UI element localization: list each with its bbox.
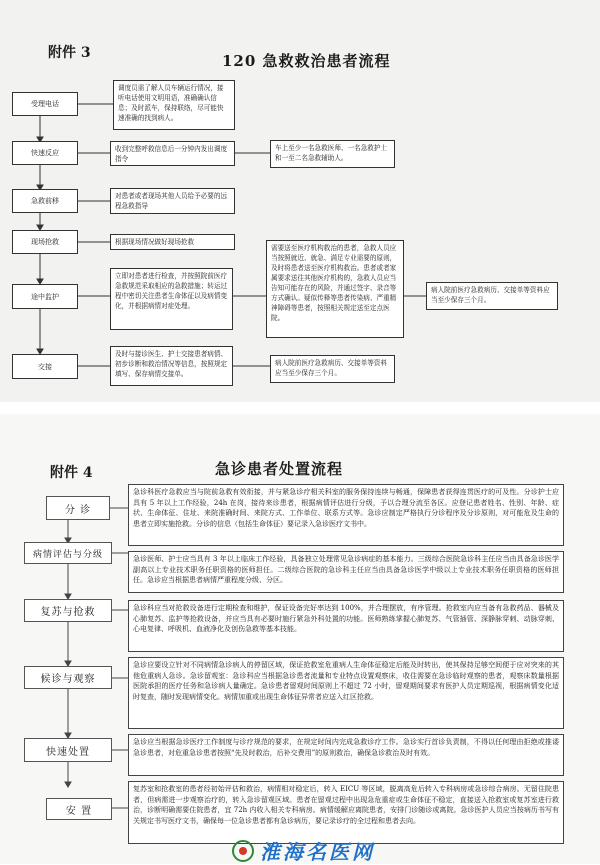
note-record-retention: 病人院前医疗急救病历、交接单等资料应当至少保存三个月。 xyxy=(426,282,558,310)
step-placement: 安 置 xyxy=(46,798,112,820)
flowchart-sheet-emergency xyxy=(0,414,600,864)
step-resuscitation-detail: 急诊科应当对抢救设备进行定期检查和维护，保证设备完好率达到 100%，并合理摆放，有序管理。抢救室内应当备有急救药品、器械及心肺复苏、监护等抢救设备，并应当具有必要时施行紧急外科处置的功能。医师熟练掌握心肺复苏、气管插管、深静脉穿刺、动脉穿刺、心电复律、呼吸机、血液净化及创伤急救等基本技能。 xyxy=(128,600,564,652)
step-accept-call: 受理电话 xyxy=(12,92,78,116)
note-handover-record-retention: 病人院前医疗急救病历、交接单等资料应当至少保存三个月。 xyxy=(270,355,395,383)
step-assessment-grading-detail: 急诊医师、护士应当具有 3 年以上临床工作经验，具备独立处理常见急诊病症的基本能力。三级综合医院急诊科主任应当由具备急诊医学副高以上专业技术职务任职资格的医师担任。二级综合医院的急诊科主任应当由具备急诊医学中级以上专业技术职务任职资格的医师担任。急诊应当根据患者病情严重程度分级、分区。 xyxy=(128,551,564,593)
step-assessment-grading: 病情评估与分级 xyxy=(24,542,112,564)
note-ambulance-crew: 车上至少一名急救医师、一名急救护士和一至二名急救辅助人。 xyxy=(270,140,395,168)
emergency-flow-title: 急诊患者处置流程 xyxy=(215,460,344,478)
flowchart-sheet-120 xyxy=(0,0,600,402)
step-rapid-disposal: 快速处置 xyxy=(24,738,112,762)
step-rapid-disposal-detail: 急诊应当根据急诊医疗工作制度与诊疗规范的要求，在规定时间内完成急救诊疗工作。急诊实行首诊负责制，不得以任何理由拒绝或推诿急诊患者，对危重急诊患者按照“先及时救治，后补交费用”的原则救治，确保急诊救治及时有效。 xyxy=(128,734,564,776)
step-waiting-observation: 候诊与观察 xyxy=(24,666,112,689)
step-placement-detail: 复苏室和抢救室的患者经初始评估和救治，病情相对稳定后，转入 EICU 等区域，脱离高危后转入专科病房或急诊综合病房。无留住院患者，但病需进一步观察治疗的，转入急诊留观区域。患者在留观过程中出现急危重症或生命体征不稳定，直接送入抢救室或复苏室进行救治，诊断明确需要住院患者，宜 72h 内收入相关专科病房。病情缓解应离院患者，安排门诊随诊或离院。急诊医护人员应当按病历书写有关规定书写医疗文书，确保每一位急诊患者都有急诊病历，要记录诊疗的全过程和患者去向。 xyxy=(128,781,564,844)
watermark-text: 淮海名医网 xyxy=(260,840,375,864)
step-onsite-rescue-detail: 根据现场情况做好现场抢救 xyxy=(110,234,235,250)
note-hospital-transfer: 需要送至医疗机构救治的患者，急救人员应当按照就近、就急、满足专业需要的原则，及时将患者送至医疗机构救治。患者或者家属要求送往其他医疗机构的，急救人员应当告知可能存在的风险，并通过签字、录音等方式确认。疑似传释等患者传染病、严重精神障碍等患者，按照相关规定送至定点医院。 xyxy=(266,240,404,338)
step-onsite-rescue: 现场抢救 xyxy=(12,230,78,254)
step-en-route-monitoring-detail: 立即对患者进行检查，并按照院前医疗急救规范采取相应的急救措施；转运过程中密切关注患者生命体征以及病情变化，并根据病情对症处理。 xyxy=(110,268,233,330)
step-handover-detail: 及时与接诊医生、护士交接患者病情、初步诊断和救治情况等信息，按照规定填写、保存病情交接单。 xyxy=(110,346,233,386)
step-early-aid-detail: 对患者或者现场其他人员给予必要的远程急救指导 xyxy=(110,188,235,214)
annex-4-label: 附件 4 xyxy=(50,465,93,481)
step-triage-detail: 急诊科医疗急救应当与院前急救有效衔接，并与紧急诊疗相关科室的服务保持连续与畅通，保障患者获得连贯医疗的可及性。分诊护士应具有 5 年以上工作经验，24h 在岗，接待来诊患者，根据病情评估进行分级，予以合理分流至各区。应登记患者姓名、性别、年龄、症状、生命体征、住址、来院准确时间、来院方式、工作单位、联系方式等。急诊应制定严格执行分诊程序及分诊原则，对可能危及生命的患者立即实施抢救。分诊的信息（包括生命体征）要记录入急诊医疗文书中。 xyxy=(128,484,564,546)
step-handover: 交接 xyxy=(12,354,78,379)
watermark-logo-icon xyxy=(232,840,254,862)
step-quick-response-detail: 收到完整呼救信息后一分钟内发出调度指令 xyxy=(110,141,235,166)
flowchart-120-title: 120 急救救治患者流程 xyxy=(222,52,391,70)
step-accept-call-detail: 调度员需了解人员车辆运行情况，接听电话使用文明用语，准确确认信息；及时派车，保持联络，尽可能快速准确的找到病人。 xyxy=(113,80,235,130)
step-resuscitation: 复苏与抢救 xyxy=(24,599,112,622)
step-waiting-observation-detail: 急诊应要设立针对不同病情急诊病人的停留区域，保证抢救室危重病人生命体征稳定后能及时转出，使其保持足够空间便于应对突来的其他危重病人急诊。急诊留观室：急诊科应当根据急诊患者流量和专业特点设置观察床，收住需要在急诊临时观察的患者，观察床数量根据医院承担的医疗任务和急诊病人量确定。急诊患者留观时间原则上不超过 72 小时，留观期间要求有医护人员定期巡视，根据病情变化适时复查，随时发现病情变化。病情加重或出现生命体征异常者应送入红区抢救。 xyxy=(128,657,564,729)
annex-3-label: 附件 3 xyxy=(48,45,91,61)
step-en-route-monitoring: 途中监护 xyxy=(12,284,78,309)
step-quick-response: 快速反应 xyxy=(12,141,78,165)
site-watermark xyxy=(232,836,375,865)
step-triage: 分 诊 xyxy=(46,496,110,520)
step-early-aid: 急救前移 xyxy=(12,189,78,213)
